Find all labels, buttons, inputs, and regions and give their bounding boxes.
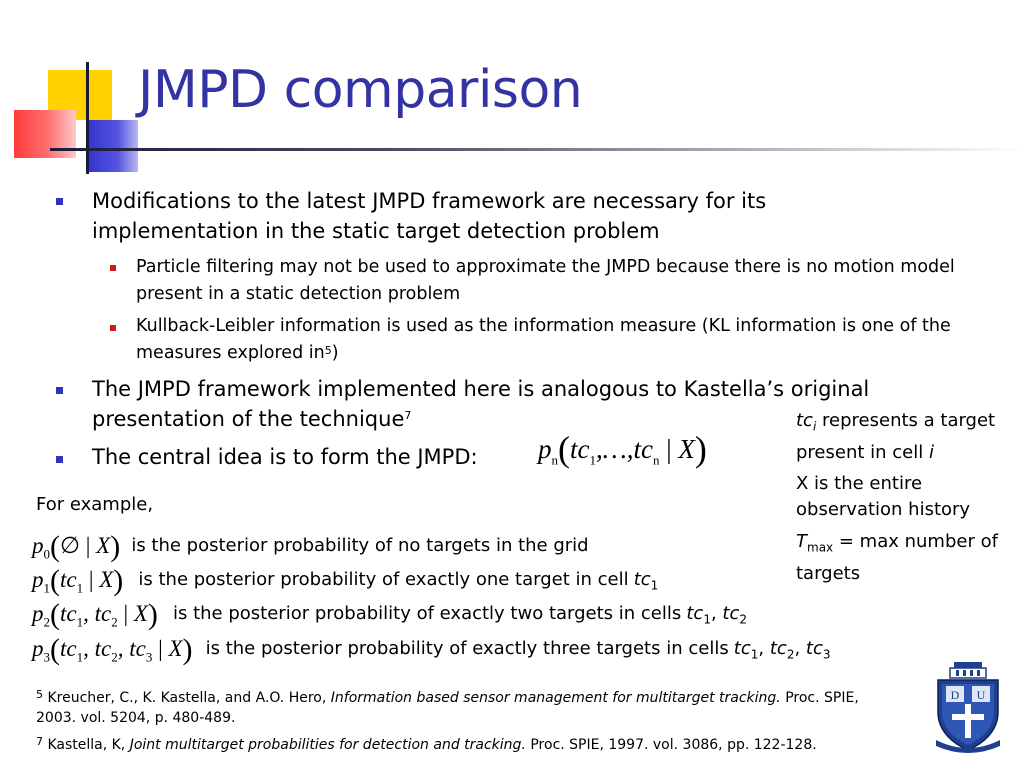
side-note-tc: $tc_i$ represents a target present in cell i [796,410,996,463]
sub-bullet-marker [110,265,116,271]
reference-marker: 5 [324,344,332,357]
reference-5: $^5$ Kreucher, C., K. Kastella, and A.O. Hero, Information based sensor management for multitarget tracking. Proc. SPIE, 2003. vol. 5204, p. 480-489. [36,688,859,726]
example-row-3: $p_3(tc_1$, $tc_2$, $tc_3$ | X) is the posterior probability of exactly three targets in cells $tc_1$, $tc_2$, $tc_3$ [32,633,831,666]
bullet-2-text: The JMPD framework implemented here is analogous to Kastella’s original presentation of the technique$^7$ [92,377,870,431]
example-row-1: $p_1(tc_1$ | X) is the posterior probability of exactly one target in cell $tc_1$ [32,564,659,597]
sub-bullet-1-text: Particle filtering may not be used to approximate the JMPD because there is no motion model present in a static detection problem [136,257,955,304]
example-row-2: $p_2(tc_1$, $tc_2$ | X) is the posterior probability of exactly two targets in cells $tc_1$, $tc_2$ [32,598,748,631]
jmpd-formula: $p_n(tc_1,\dots,tc_n$ | X) [538,429,707,469]
bullet-marker [56,456,63,463]
bullet-1-text: Modifications to the latest JMPD framework are necessary for its implementation in the static target detection problem [92,189,767,243]
svg-text:D: D [950,688,960,702]
title-underline [50,148,1024,151]
svg-text:U: U [976,688,986,702]
sub-bullet-2-text: Kullback-Leibler information is used as the information measure (KL information is one of the measures explored $in^5$) [136,316,951,363]
university-crest-logo [930,660,1006,756]
title-deco-blue-square [88,120,138,172]
reference-marker: 7 [404,409,412,422]
bullet-marker [56,387,63,394]
reference-7: $^7$ Kastella, K, Joint multitarget probabilities for detection and tracking. Proc. SPIE, 1997. vol. 3086, pp. 122-128. [36,735,817,753]
examples-heading: For example, [36,494,154,515]
title-deco-vertical-line [86,62,89,174]
bullet-3-text: The central idea is to form the JMPD: [92,445,478,469]
bullet-marker [56,198,63,205]
slide-title: JMPD comparison [138,60,583,120]
example-row-0: $p_0(\emptyset$ | X) is the posterior probability of no targets in the grid [32,530,589,563]
sub-bullet-marker [110,325,116,331]
side-note-tmax: $T_{max} = \max$ number of targets [796,531,998,584]
side-note-x: X is the entire observation history [796,473,971,520]
